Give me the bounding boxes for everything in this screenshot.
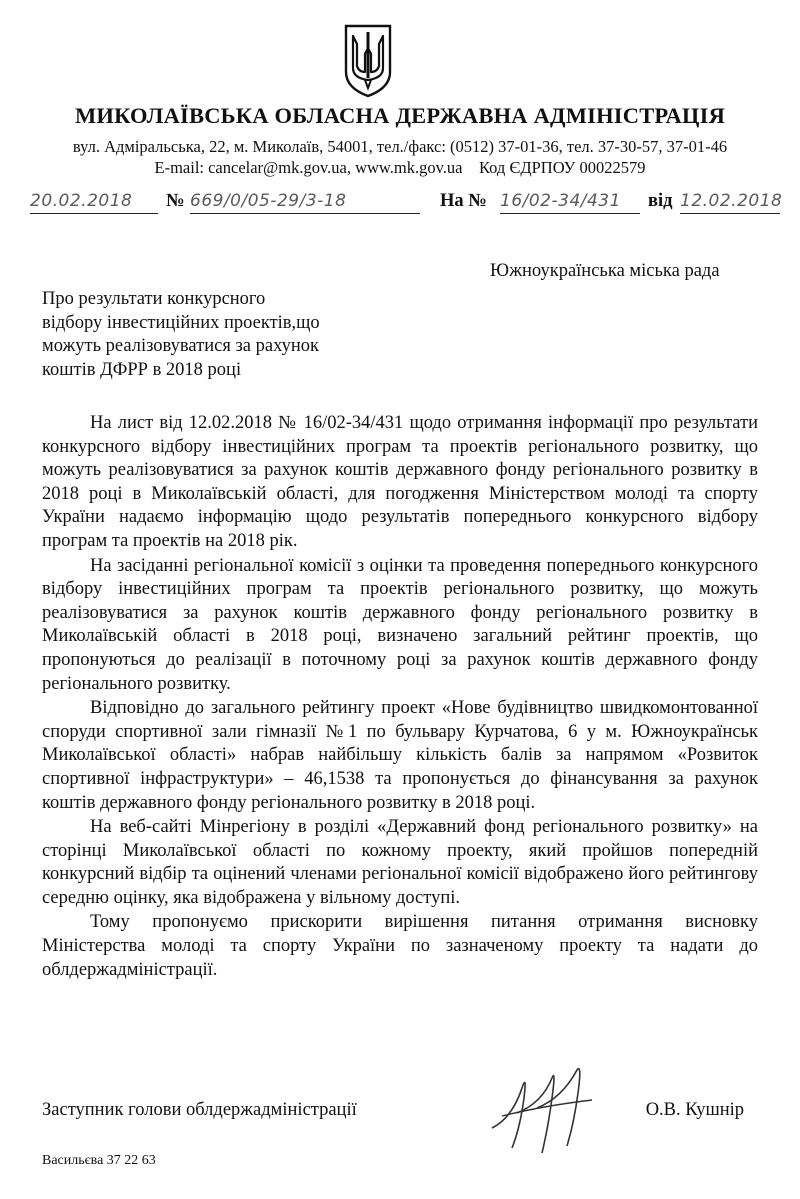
registration-line (0, 190, 800, 224)
signatory-position: Заступник голови облдержадміністрації (42, 1100, 357, 1120)
number-label: № (166, 191, 185, 211)
organization-address: вул. Адміральська, 22, м. Миколаїв, 54001, тел./факс: (0512) 37-01-36, тел. 37-30-57, 37-01-46 (72, 137, 728, 156)
organization-title: МИКОЛАЇВСЬКА ОБЛАСНА ДЕРЖАВНА АДМІНІСТРАЦІЯ (74, 103, 726, 128)
reply-number: 16/02-34/431 (500, 190, 640, 214)
tryzub-coat-of-arms-icon (343, 24, 393, 98)
body-paragraph: Тому пропонуємо прискорити вирішення питання отримання висновку Міністерства молоді та спорту України по зазначеному проекту та надати до облдержадміністрації. (42, 912, 758, 980)
body-paragraph: На засіданні регіональної комісії з оцінки та проведення попереднього конкурсного відбору інвестиційних програм та проектів регіонального розвитку, що можуть реалізовуватися за рахунок коштів державного фонду регіонального розвитку в Миколаївській області в 2018 році, визначено загальний рейтинг проектів, що пропонуються до реалізації в поточному році за рахунок коштів державного фонду регіонального розвитку. (42, 555, 758, 694)
letter-subject (42, 288, 402, 382)
reply-date: 12.02.2018 (680, 190, 780, 214)
organization-contacts: E-mail: cancelar@mk.gov.ua, www.mk.gov.ua Код ЄДРПОУ 00022579 (154, 158, 646, 177)
executor-contact: Васильєва 37 22 63 (42, 1153, 156, 1168)
outgoing-number: 669/0/05-29/3-18 (190, 190, 420, 214)
letter-body (42, 412, 758, 983)
signatory-name: О.В. Кушнір (645, 1100, 744, 1120)
recipient: Южноукраїнська міська рада (490, 261, 720, 281)
subject-line: відбору інвестиційних проектів,що (42, 312, 320, 333)
handwritten-signature-icon (482, 1058, 602, 1158)
subject-line: Про результати конкурсного (42, 289, 266, 309)
body-paragraph: На веб-сайті Мінрегіону в розділі «Державний фонд регіонального розвитку» на сторінці Миколаївської області по кожному проекту, який пройшов попередній конкурсний відбір та оцінений членами регіональної комісії відображено його рейтингову середню оцінку, яка відображена у вільному доступі. (42, 817, 758, 908)
subject-line: коштів ДФРР в 2018 році (42, 359, 242, 380)
body-paragraph: Відповідно до загального рейтингу проект «Нове будівництво швидкомонтованної споруди спортивної зали гімназії №1 по бульвару Курчатова, 6 у м. Южноукраїнськ Миколаївської області» набрав найбільшу кількість балів за напрямом «Розвиток спортивної інфраструктури» – 46,1538 та пропонується до фінансування за рахунок коштів державного фонду регіонального розвитку в 2018 році. (42, 698, 758, 813)
subject-line: можуть реалізовуватися за рахунок (42, 336, 320, 356)
body-paragraph: На лист від 12.02.2018 № 16/02-34/431 щодо отримання інформації про результати конкурсного відбору інвестиційних програм та проектів регіонального розвитку, що можуть реалізовуватися за рахунок коштів державного фонду регіонального розвитку в 2018 році в Миколаївській області, для погодження Міністерством молоді та спорту України надаємо інформацію щодо результатів попереднього конкурсного відбору програм та проектів на 2018 рік. (42, 413, 758, 551)
reply-label: На № (440, 191, 487, 211)
outgoing-date: 20.02.2018 (30, 190, 158, 214)
from-label: від (648, 191, 673, 211)
